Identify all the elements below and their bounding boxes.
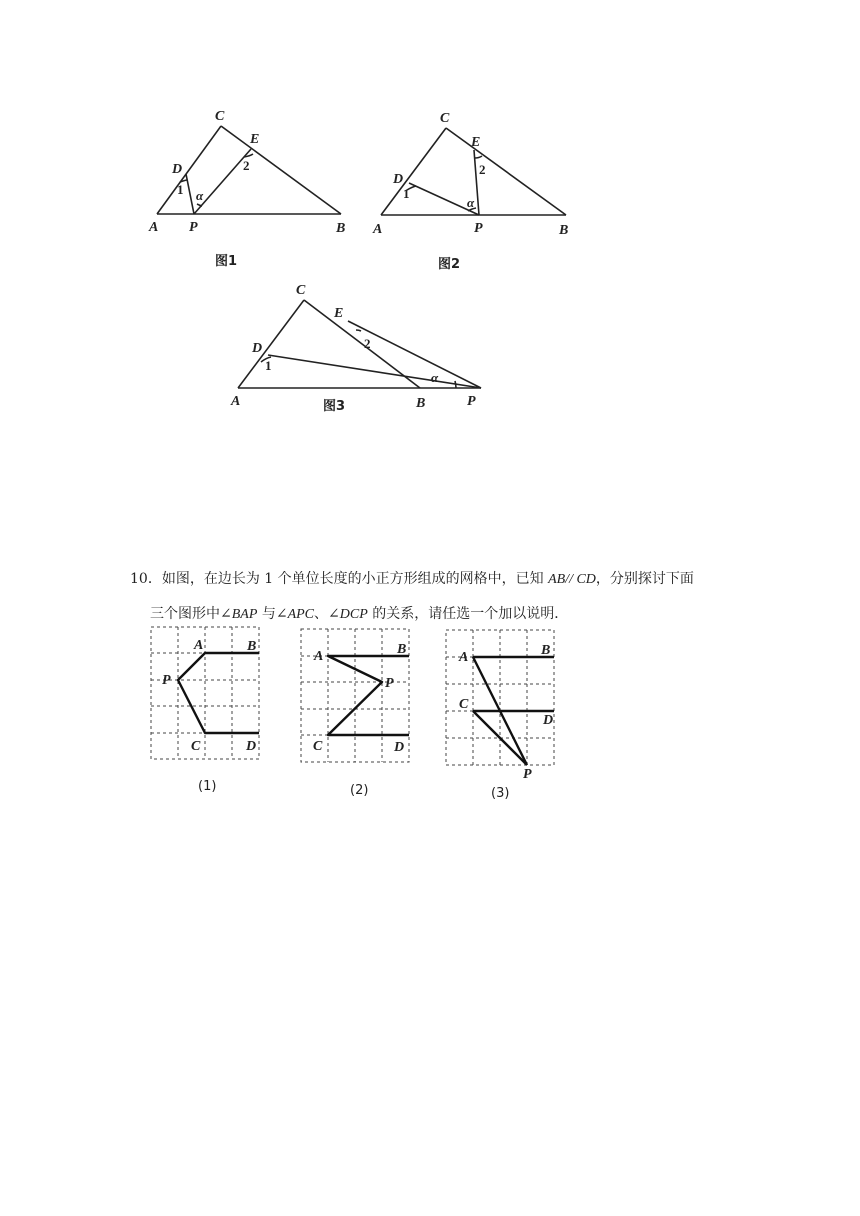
label-p: P	[162, 673, 171, 688]
question-line-2-mid1: 与∠	[257, 606, 288, 622]
label-b: B	[416, 396, 426, 411]
label-d: D	[246, 739, 257, 754]
segment-cb	[221, 126, 341, 214]
question-line-1-prefix: 10．如图，在边长为 1 个单位长度的小正方形组成的网格中，已知	[130, 571, 549, 587]
figure-2	[365, 100, 585, 275]
segment-cb	[304, 300, 420, 388]
label-b: B	[397, 642, 407, 657]
math-apc: APC	[287, 607, 315, 622]
label-p: P	[385, 676, 394, 691]
label-e: E	[334, 306, 344, 321]
label-angle-1: 1	[403, 186, 410, 201]
grid-caption: (3)	[491, 786, 510, 801]
grid-caption: (2)	[350, 783, 369, 798]
label-p: P	[474, 221, 483, 236]
segment-ac	[157, 126, 221, 214]
label-angle-2: 2	[243, 158, 250, 173]
label-b: B	[541, 643, 551, 658]
path-bapcd	[328, 656, 409, 735]
angle-mark-2	[475, 156, 482, 158]
question-line-1-suffix: ，分别探讨下面	[595, 571, 694, 587]
math-ab-parallel-cd: AB// CD	[548, 572, 596, 587]
label-d: D	[394, 740, 405, 755]
label-c: C	[215, 109, 225, 124]
math-bap: BAP	[231, 607, 258, 622]
question-line-2-suffix: 的关系，请任选一个加以说明．	[367, 606, 569, 622]
label-c: C	[191, 739, 201, 754]
question-line-2-prefix: 三个图形中∠	[150, 606, 232, 622]
label-a: A	[194, 638, 204, 653]
label-angle-1: 1	[177, 182, 184, 197]
label-c: C	[313, 739, 323, 754]
segment-cb	[446, 128, 566, 215]
label-a: A	[373, 222, 383, 237]
question-line-2-mid2: 、∠	[314, 606, 340, 622]
grid-caption: (1)	[198, 779, 217, 794]
segment-ac	[238, 300, 304, 388]
label-alpha: α	[467, 195, 475, 210]
figure-caption: 图2	[438, 257, 461, 272]
grid-figure-3	[435, 615, 570, 805]
label-e: E	[471, 135, 481, 150]
figure-1	[140, 100, 360, 275]
label-a: A	[459, 650, 469, 665]
label-d: D	[172, 162, 183, 177]
label-d: D	[252, 341, 263, 356]
label-alpha: α	[431, 370, 439, 385]
figure-caption: 图3	[323, 399, 346, 414]
label-angle-1: 1	[265, 358, 272, 373]
label-e: E	[250, 132, 260, 147]
label-c: C	[296, 283, 306, 298]
segment-ac	[381, 128, 446, 215]
math-dcp: DCP	[339, 607, 368, 622]
label-c: C	[459, 697, 469, 712]
label-d: D	[393, 172, 404, 187]
segment-dp	[186, 174, 194, 214]
label-alpha: α	[196, 188, 204, 203]
label-p: P	[189, 220, 198, 235]
label-a: A	[314, 649, 324, 664]
figure-caption: 图1	[215, 254, 238, 269]
path-bapcd	[178, 653, 259, 733]
label-c: C	[440, 111, 450, 126]
figure-3	[225, 275, 495, 420]
angle-mark-alpha	[455, 381, 456, 388]
question-line-1	[130, 562, 790, 597]
label-d: D	[543, 713, 554, 728]
label-b: B	[559, 223, 569, 238]
label-p: P	[523, 767, 532, 782]
angle-mark-2	[356, 330, 361, 331]
label-angle-2: 2	[364, 336, 371, 351]
label-a: A	[231, 394, 241, 409]
segment-pe	[474, 150, 479, 215]
label-p: P	[467, 394, 476, 409]
label-b: B	[247, 639, 257, 654]
label-a: A	[149, 220, 159, 235]
grid-figure-2	[290, 615, 425, 800]
grid-figure-1	[140, 615, 275, 800]
label-b: B	[336, 221, 346, 236]
label-angle-2: 2	[479, 162, 486, 177]
